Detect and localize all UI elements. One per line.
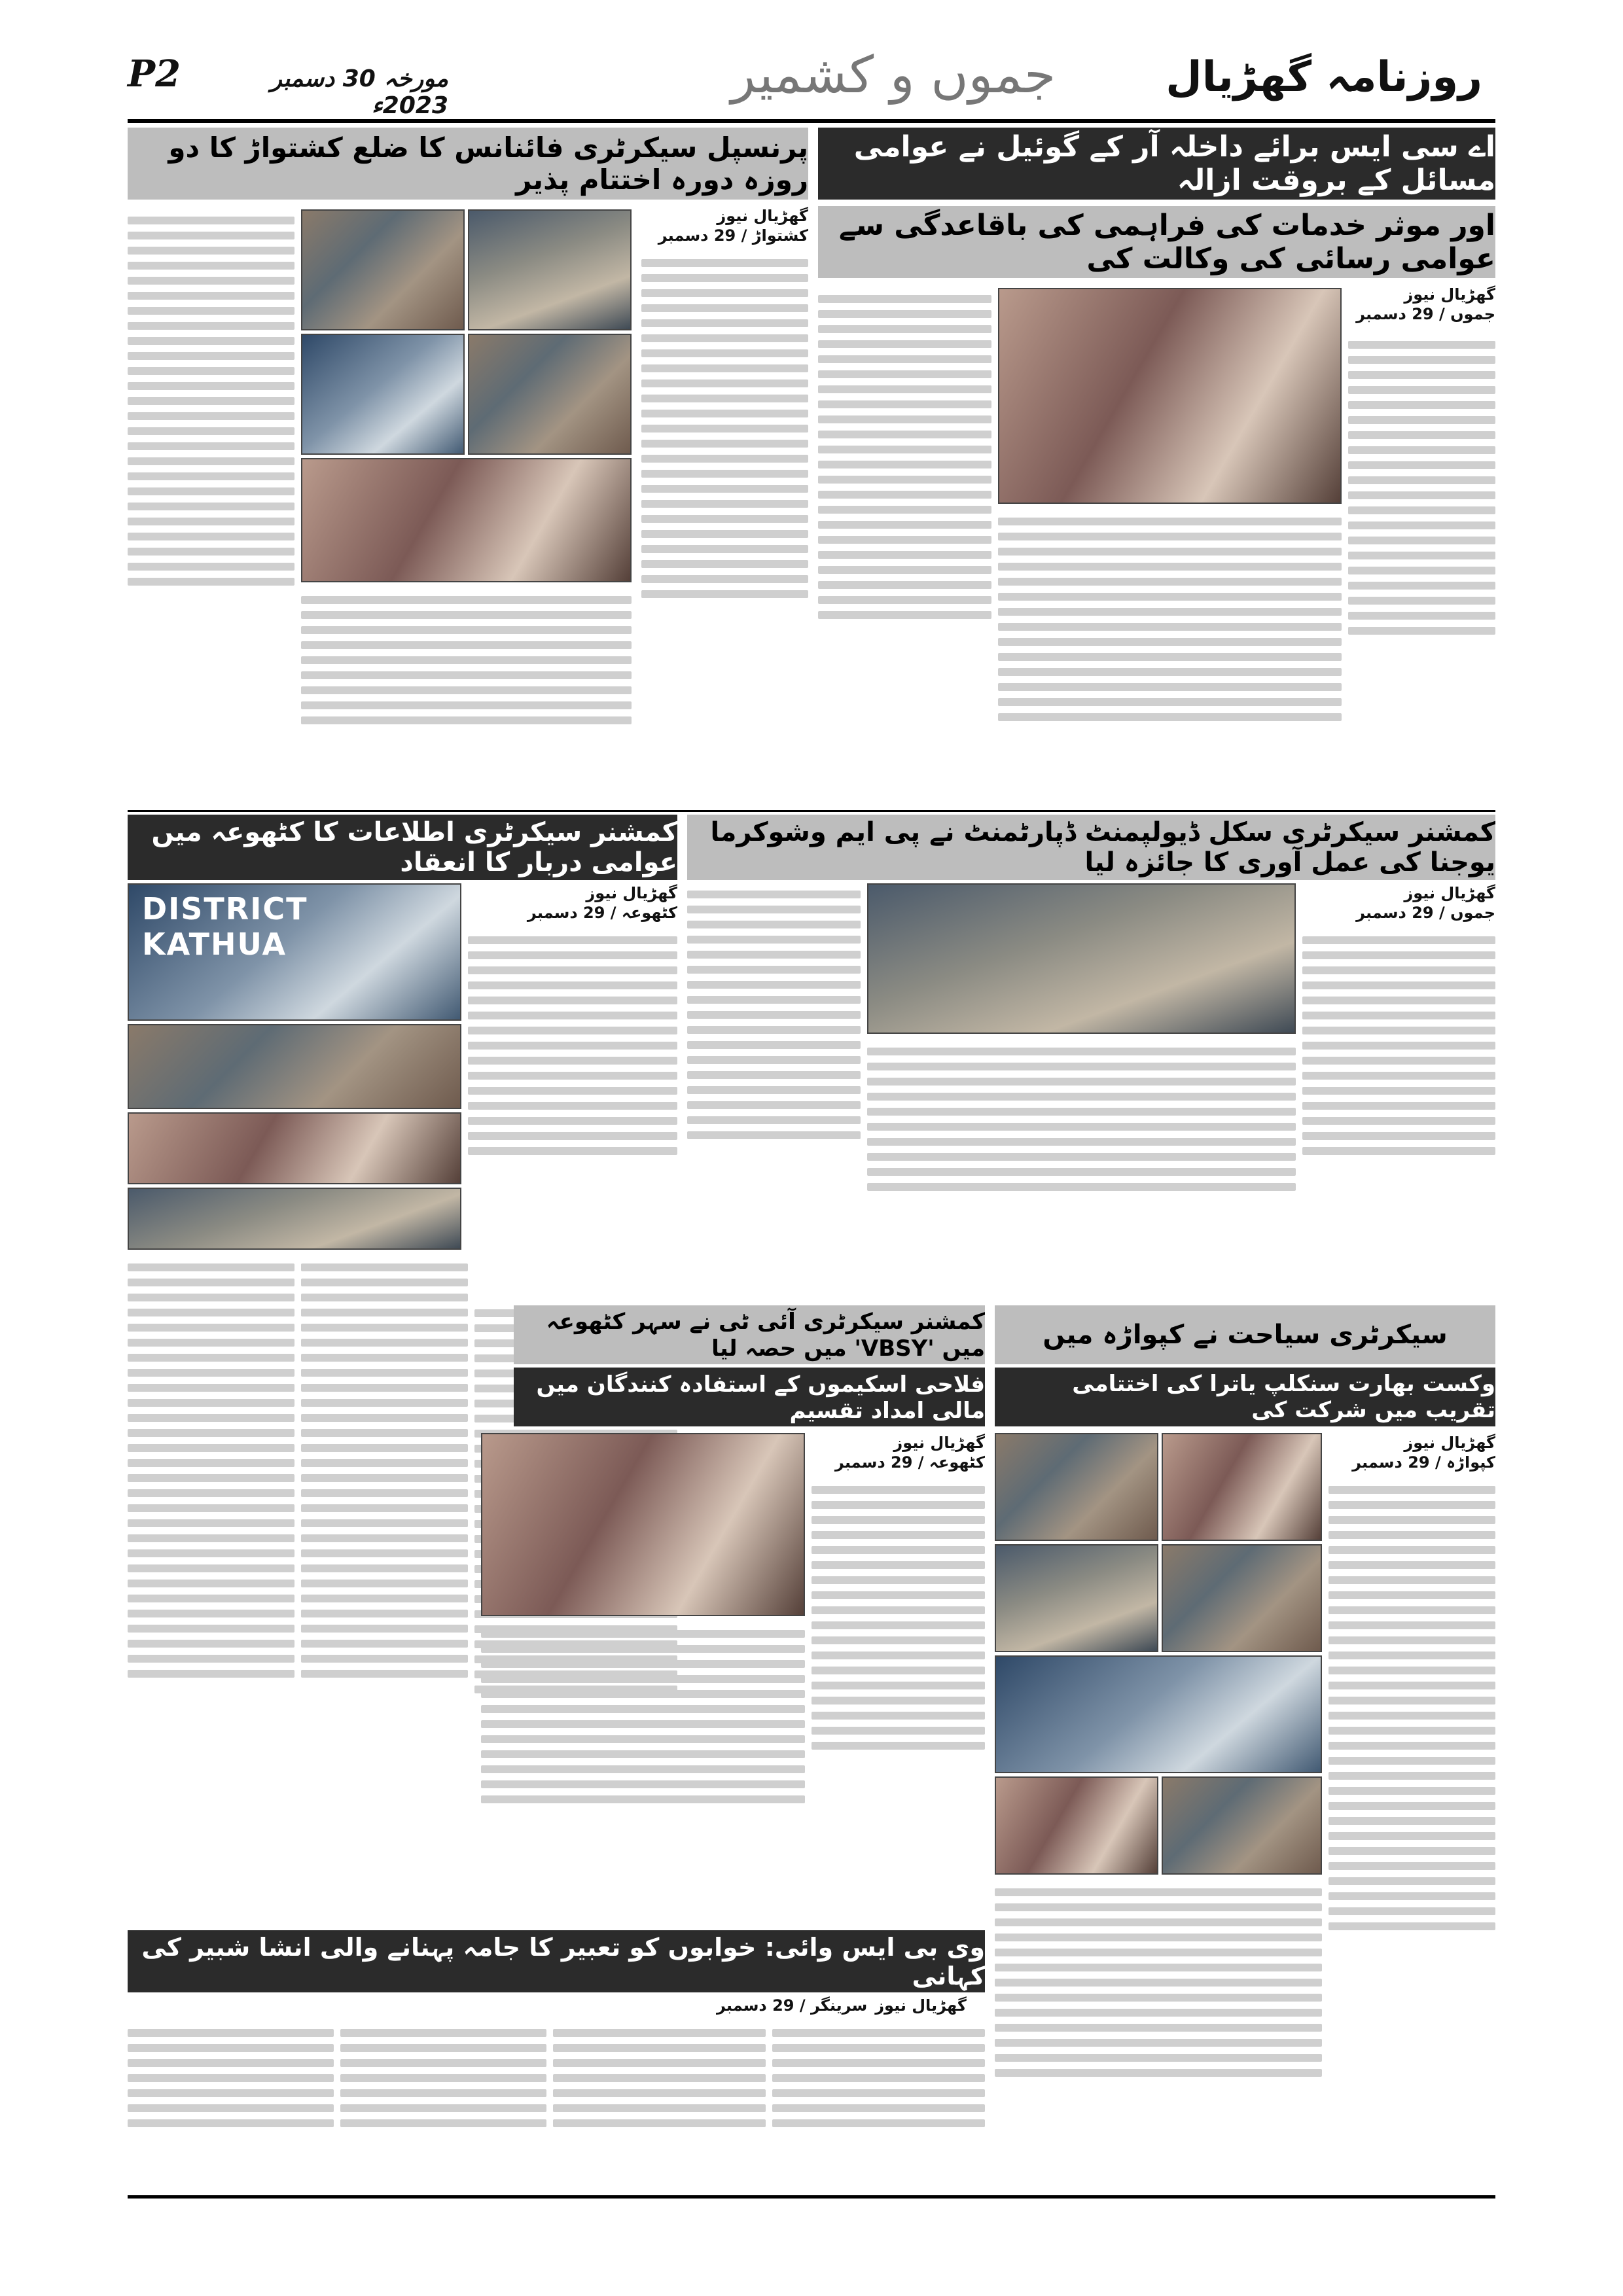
s4-byline: گھڑیال نیوز — [586, 884, 677, 902]
s5-headline-1: سیکرٹری سیاحت نے کپواڑہ میں — [995, 1305, 1495, 1364]
s7-byline: گھڑیال نیوز — [875, 1996, 967, 2015]
s5-text-col-b — [995, 1881, 1322, 2185]
s2-byline-block — [641, 206, 808, 245]
s7-text-col-a — [772, 2022, 985, 2185]
s2-photo-2 — [468, 209, 632, 330]
s5-dateline: کپواڑہ / 29 دسمبر — [1352, 1453, 1495, 1472]
s5-headline-2: وکست بھارت سنکلپ یاترا کی اختتامی تقریب میں شرکت کی — [995, 1368, 1495, 1426]
s1-text-col-c — [818, 288, 991, 805]
s2-photo-4 — [468, 334, 632, 455]
s2-text-col-a — [641, 252, 808, 805]
s3-text-col-b — [867, 1040, 1296, 1296]
s6-photo — [481, 1433, 805, 1616]
s4-dateline: کٹھوعہ / 29 دسمبر — [527, 904, 677, 922]
s3-text-col-c — [687, 883, 861, 1296]
s1-photo — [998, 288, 1342, 504]
s4-text-col-b — [128, 1256, 294, 1924]
s7-byline-block — [717, 1996, 985, 2015]
s1-headline-1: اے سی ایس برائے داخلہ آر کے گوئیل نے عوامی مسائل کے بروقت ازالہ — [818, 128, 1495, 200]
s3-headline: کمشنر سیکرٹری سکل ڈیولپمنٹ ڈپارٹمنٹ نے پی ایم وشوکرما یوجنا کی عمل آوری کا جائزہ لیا — [687, 815, 1495, 880]
s1-dateline: جموں / 29 دسمبر — [1356, 305, 1495, 323]
region-title: جموں و کشمیر — [730, 46, 1056, 105]
s5-photo-2 — [1162, 1433, 1322, 1541]
s5-photo-4 — [1162, 1544, 1322, 1652]
s6-headline-2: فلاحی اسکیموں کے استفادہ کنندگان میں مالی امداد تقسیم — [514, 1368, 985, 1426]
s4-text-col-c — [301, 1256, 468, 1924]
s1-byline-block — [1348, 285, 1495, 324]
masthead — [128, 46, 1495, 124]
s3-photo — [867, 883, 1296, 1034]
s1-headline-2: اور موثر خدمات کی فراہمی کی باقاعدگی سے عوامی رسائی کی وکالت کی — [818, 206, 1495, 278]
s2-photo-5 — [301, 458, 632, 582]
s5-photo-5 — [995, 1655, 1322, 1773]
footer-rule — [128, 2195, 1495, 2199]
s4-byline-block — [468, 883, 677, 923]
s5-photo-6 — [995, 1776, 1158, 1875]
section-rule-1 — [128, 810, 1495, 812]
s6-dateline: کٹھوعہ / 29 دسمبر — [834, 1453, 985, 1472]
s1-text-col-a — [1348, 334, 1495, 805]
s4-photo-2 — [128, 1024, 461, 1109]
s6-text-col-b — [481, 1623, 805, 1924]
date-label: مورخہ 30 دسمبر 2023ء — [270, 65, 448, 119]
s6-text-col-a — [812, 1479, 985, 1924]
paper-name: روزنامہ گھڑیال — [1166, 53, 1482, 101]
s6-headline-1: کمشنر سیکرٹری آئی ٹی نے سہر کٹھوعہ میں 'VBSY' میں حصہ لیا — [514, 1305, 985, 1364]
masthead-rule — [128, 119, 1495, 123]
s4-photo-1 — [128, 883, 461, 1021]
s3-dateline: جموں / 29 دسمبر — [1356, 904, 1495, 922]
s2-photo-1 — [301, 209, 465, 330]
s5-photo-3 — [995, 1544, 1158, 1652]
s3-text-col-a — [1302, 929, 1495, 1296]
s1-byline: گھڑیال نیوز — [1404, 285, 1495, 304]
s5-byline-block — [1329, 1433, 1495, 1472]
s1-text-col-b — [998, 510, 1342, 805]
s7-headline: وی بی ایس وائی: خوابوں کو تعبیر کا جامہ پہنانے والی انشا شبیر کی کہانی — [128, 1930, 985, 1992]
s2-dateline: کشتواڑ / 29 دسمبر — [658, 226, 808, 245]
s5-photo-1 — [995, 1433, 1158, 1541]
s7-text-col-c — [340, 2022, 546, 2185]
s3-byline: گھڑیال نیوز — [1404, 884, 1495, 902]
s6-byline: گھڑیال نیوز — [893, 1434, 985, 1452]
s4-headline: کمشنر سیکرٹری اطلاعات کا کٹھوعہ میں عوامی دربار کا انعقاد — [128, 815, 677, 880]
s2-headline: پرنسپل سیکرٹری فائنانس کا ضلع کشتواڑ کا دو روزہ دورہ اختتام پذیر — [128, 128, 808, 200]
s5-photo-7 — [1162, 1776, 1322, 1875]
s5-byline: گھڑیال نیوز — [1404, 1434, 1495, 1452]
s6-byline-block — [812, 1433, 985, 1472]
s5-text-col-a — [1329, 1479, 1495, 2185]
kathua-banner-text: DISTRICT KATHUA — [142, 891, 308, 962]
s4-photo-3 — [128, 1112, 461, 1184]
s3-byline-block — [1302, 883, 1495, 923]
page-label: P2 — [128, 52, 181, 96]
s4-text-col-a — [468, 929, 677, 1296]
s7-text-col-b — [553, 2022, 766, 2185]
s2-byline: گھڑیال نیوز — [717, 207, 808, 225]
s2-text-col-b — [128, 209, 294, 805]
s2-text-col-c — [301, 589, 632, 805]
s7-text-col-d — [128, 2022, 334, 2185]
s7-dateline: سرینگر / 29 دسمبر — [717, 1996, 868, 2015]
s4-photo-4 — [128, 1188, 461, 1250]
s2-photo-3 — [301, 334, 465, 455]
